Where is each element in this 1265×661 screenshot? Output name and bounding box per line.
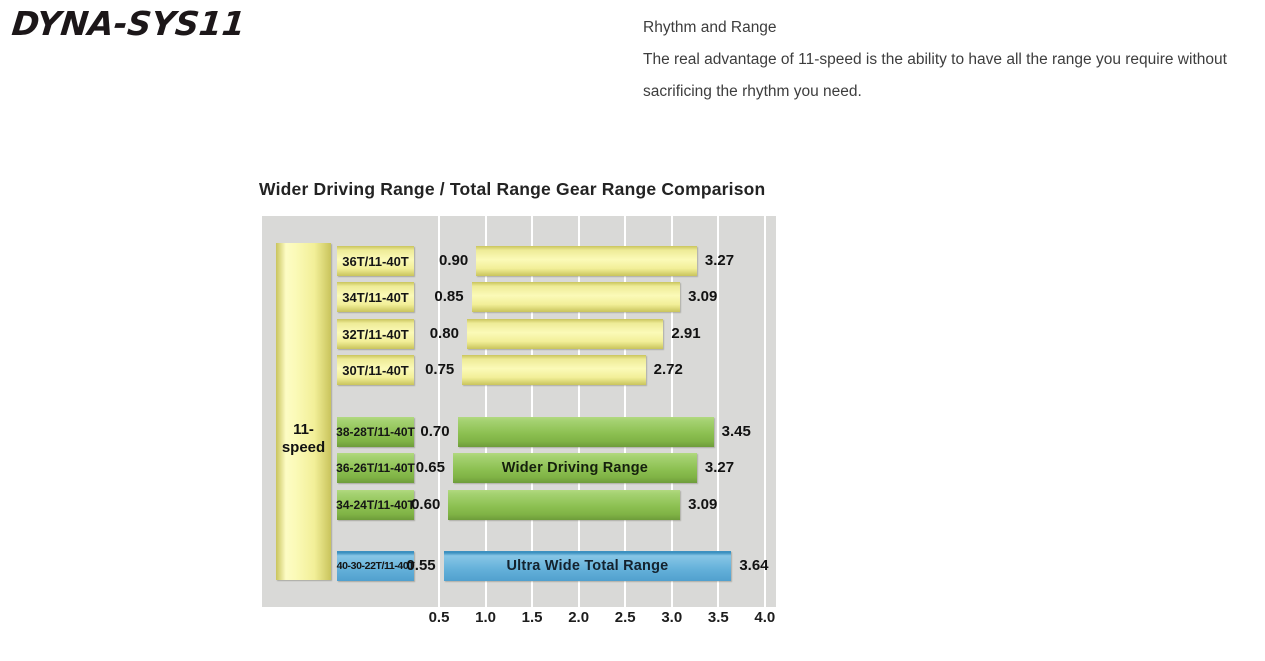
x-axis-tick-label: 4.0 — [754, 609, 776, 626]
range-bar — [462, 355, 645, 385]
bar-start-value: 0.90 — [439, 252, 469, 269]
chart-title: Wider Driving Range / Total Range Gear Range Comparison — [259, 179, 766, 199]
range-bar — [476, 246, 697, 276]
bar-start-value: 0.75 — [425, 361, 455, 378]
x-axis-tick-label: 1.5 — [521, 609, 543, 626]
range-bar — [458, 417, 714, 447]
row-label-box: 34-24T/11-40T — [337, 490, 414, 520]
row-label-box: 38-28T/11-40T — [337, 417, 414, 447]
x-axis-tick-label: 1.0 — [475, 609, 496, 626]
bar-end-value: 3.27 — [704, 252, 735, 269]
x-axis-tick-label: 0.5 — [428, 609, 450, 626]
x-axis-tick-label: 2.5 — [614, 609, 636, 626]
row-label-box: 36-26T/11-40T — [337, 453, 414, 483]
bar-end-value: 2.91 — [671, 325, 701, 342]
range-bar — [453, 453, 697, 483]
x-axis-tick-label: 3.0 — [661, 609, 683, 626]
bar-end-value: 3.09 — [688, 288, 718, 305]
chart-plot — [262, 216, 776, 607]
description-body-line1: The real advantage of 11-speed is the ability to have all the range you require without — [643, 51, 1227, 68]
eleven-speed-group-bar — [276, 243, 331, 580]
bar-inner-label: Wider Driving Range — [501, 460, 649, 476]
dyna-sys11-logo: DYNA-SYS11 — [10, 4, 248, 43]
row-label-box: 34T/11-40T — [337, 282, 414, 312]
bar-inner-label: Ultra Wide Total Range — [506, 558, 669, 574]
description-heading: Rhythm and Range — [643, 19, 777, 36]
bar-start-value: 0.70 — [420, 423, 450, 440]
bar-start-value: 0.55 — [406, 557, 436, 574]
description-block — [643, 12, 1255, 108]
range-bar — [448, 490, 680, 520]
range-bar — [472, 282, 681, 312]
x-axis — [262, 609, 776, 633]
row-label-box: 32T/11-40T — [337, 319, 414, 349]
bar-end-value: 3.09 — [688, 496, 718, 513]
row-label-box: 36T/11-40T — [337, 246, 414, 276]
range-bar — [444, 551, 732, 581]
row-label-box: 30T/11-40T — [337, 355, 414, 385]
bar-end-value: 3.45 — [721, 423, 751, 440]
bar-end-value: 3.27 — [704, 459, 735, 476]
eleven-speed-group-label: 11- speed — [281, 421, 326, 456]
bar-start-value: 0.65 — [415, 459, 445, 476]
bar-start-value: 0.60 — [411, 496, 441, 513]
range-bar — [467, 319, 663, 349]
description-body-line2: sacrificing the rhythm you need. — [643, 83, 862, 100]
x-axis-tick-label: 2.0 — [568, 609, 590, 626]
bar-start-value: 0.85 — [434, 288, 464, 305]
x-axis-tick-label: 3.5 — [707, 609, 729, 626]
row-label-box: 40-30-22T/11-40T — [337, 551, 414, 581]
bar-end-value: 3.64 — [739, 557, 769, 574]
bar-start-value: 0.80 — [429, 325, 459, 342]
bar-end-value: 2.72 — [653, 361, 683, 378]
